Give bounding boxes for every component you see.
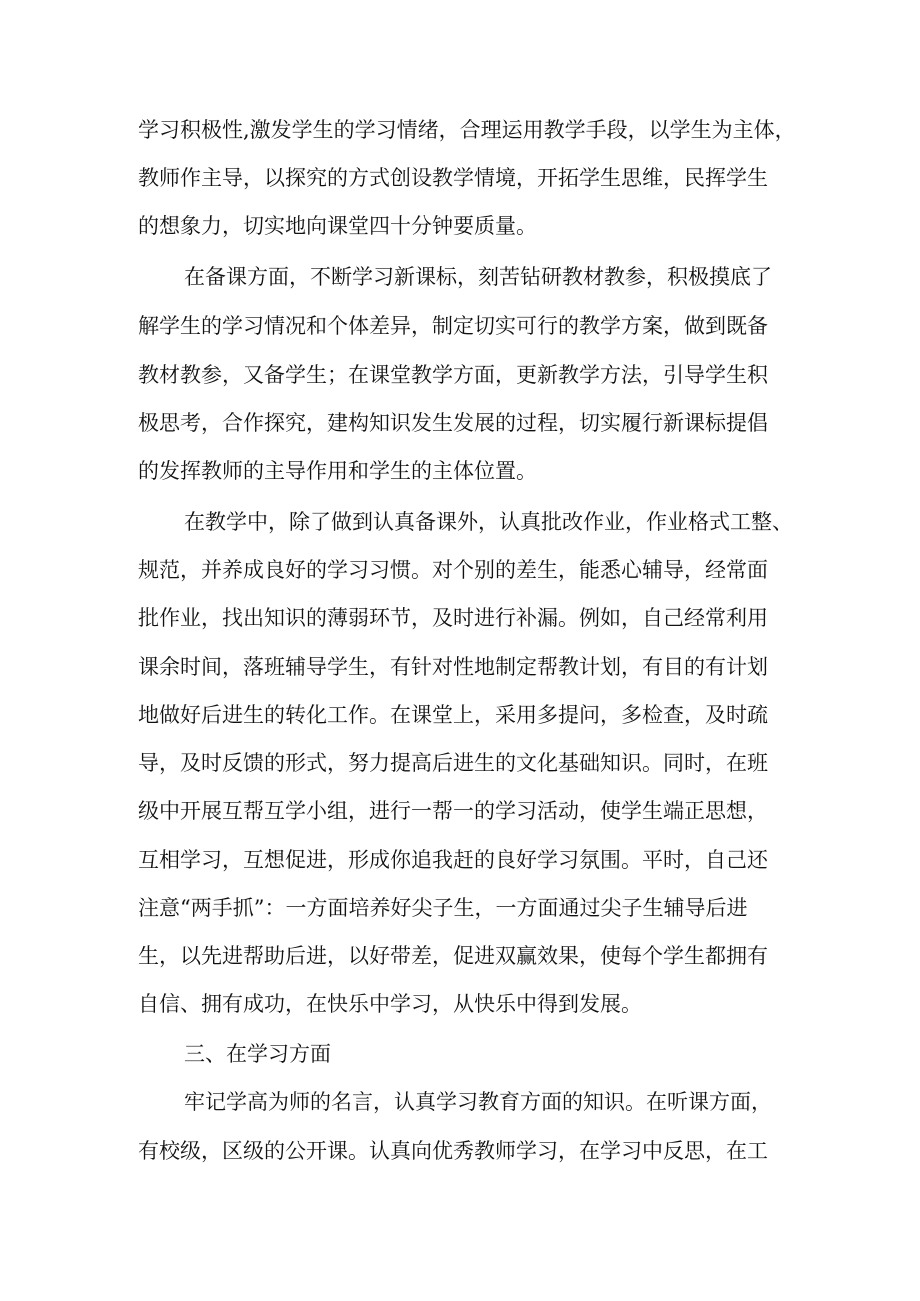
text-line: 生，以先进帮助后进，以好带差，促进双赢效果，使每个学生都拥有	[138, 944, 768, 968]
text-line: 互相学习，互想促进，形成你追我赶的良好学习氛围。平时，自己还	[138, 848, 768, 872]
text-line: 导，及时反馈的形式，努力提高后进生的文化基础知识。同时，在班	[138, 751, 768, 775]
text-line: 牢记学高为师的名言，认真学习教育方面的知识。在听课方面，	[184, 1090, 772, 1114]
text-line: 极思考，合作探究，建构知识发生发展的过程，切实履行新课标提倡	[138, 411, 768, 435]
text-line: 学习积极性,激发学生的学习情绪，合理运用教学手段，以学生为主体，	[138, 118, 796, 142]
text-line: 规范，并养成良好的学习习惯。对个别的差生，能悉心辅导，经常面	[138, 558, 768, 582]
text-line: 的发挥教师的主导作用和学生的主体位置。	[138, 459, 537, 483]
text-line: 地做好后进生的转化工作。在课堂上，采用多提问，多检查，及时疏	[138, 703, 768, 727]
text-line: 教师作主导，以探究的方式创设教学情境，开拓学生思维，民挥学生	[138, 166, 768, 190]
text-line: 有校级，区级的公开课。认真向优秀教师学习，在学习中反思，在工	[138, 1139, 768, 1163]
text-line: 自信、拥有成功，在快乐中学习，从快乐中得到发展。	[138, 992, 642, 1016]
text-line: 在备课方面，不断学习新课标，刻苦钻研教材教参，积极摸底了	[184, 265, 772, 289]
text-line: 解学生的学习情况和个体差异，制定切实可行的教学方案，做到既备	[138, 314, 768, 338]
text-line: 级中开展互帮互学小组，进行一帮一的学习活动，使学生端正思想，	[138, 799, 768, 823]
text-line: 在教学中，除了做到认真备课外，认真批改作业，作业格式工整、	[184, 510, 793, 534]
section-heading: 三、在学习方面	[184, 1042, 331, 1066]
text-line: 批作业，找出知识的薄弱环节，及时进行补漏。例如，自己经常利用	[138, 606, 768, 630]
text-line: 课余时间，落班辅导学生，有针对性地制定帮教计划，有目的有计划	[138, 655, 768, 679]
text-line: 教材教参，又备学生；在课堂教学方面，更新教学方法，引导学生积	[138, 363, 768, 387]
text-line: 注意“两手抓”：一方面培养好尖子生，一方面通过尖子生辅导后进	[138, 896, 748, 920]
text-line: 的想象力，切实地向课堂四十分钟要质量。	[138, 214, 537, 238]
